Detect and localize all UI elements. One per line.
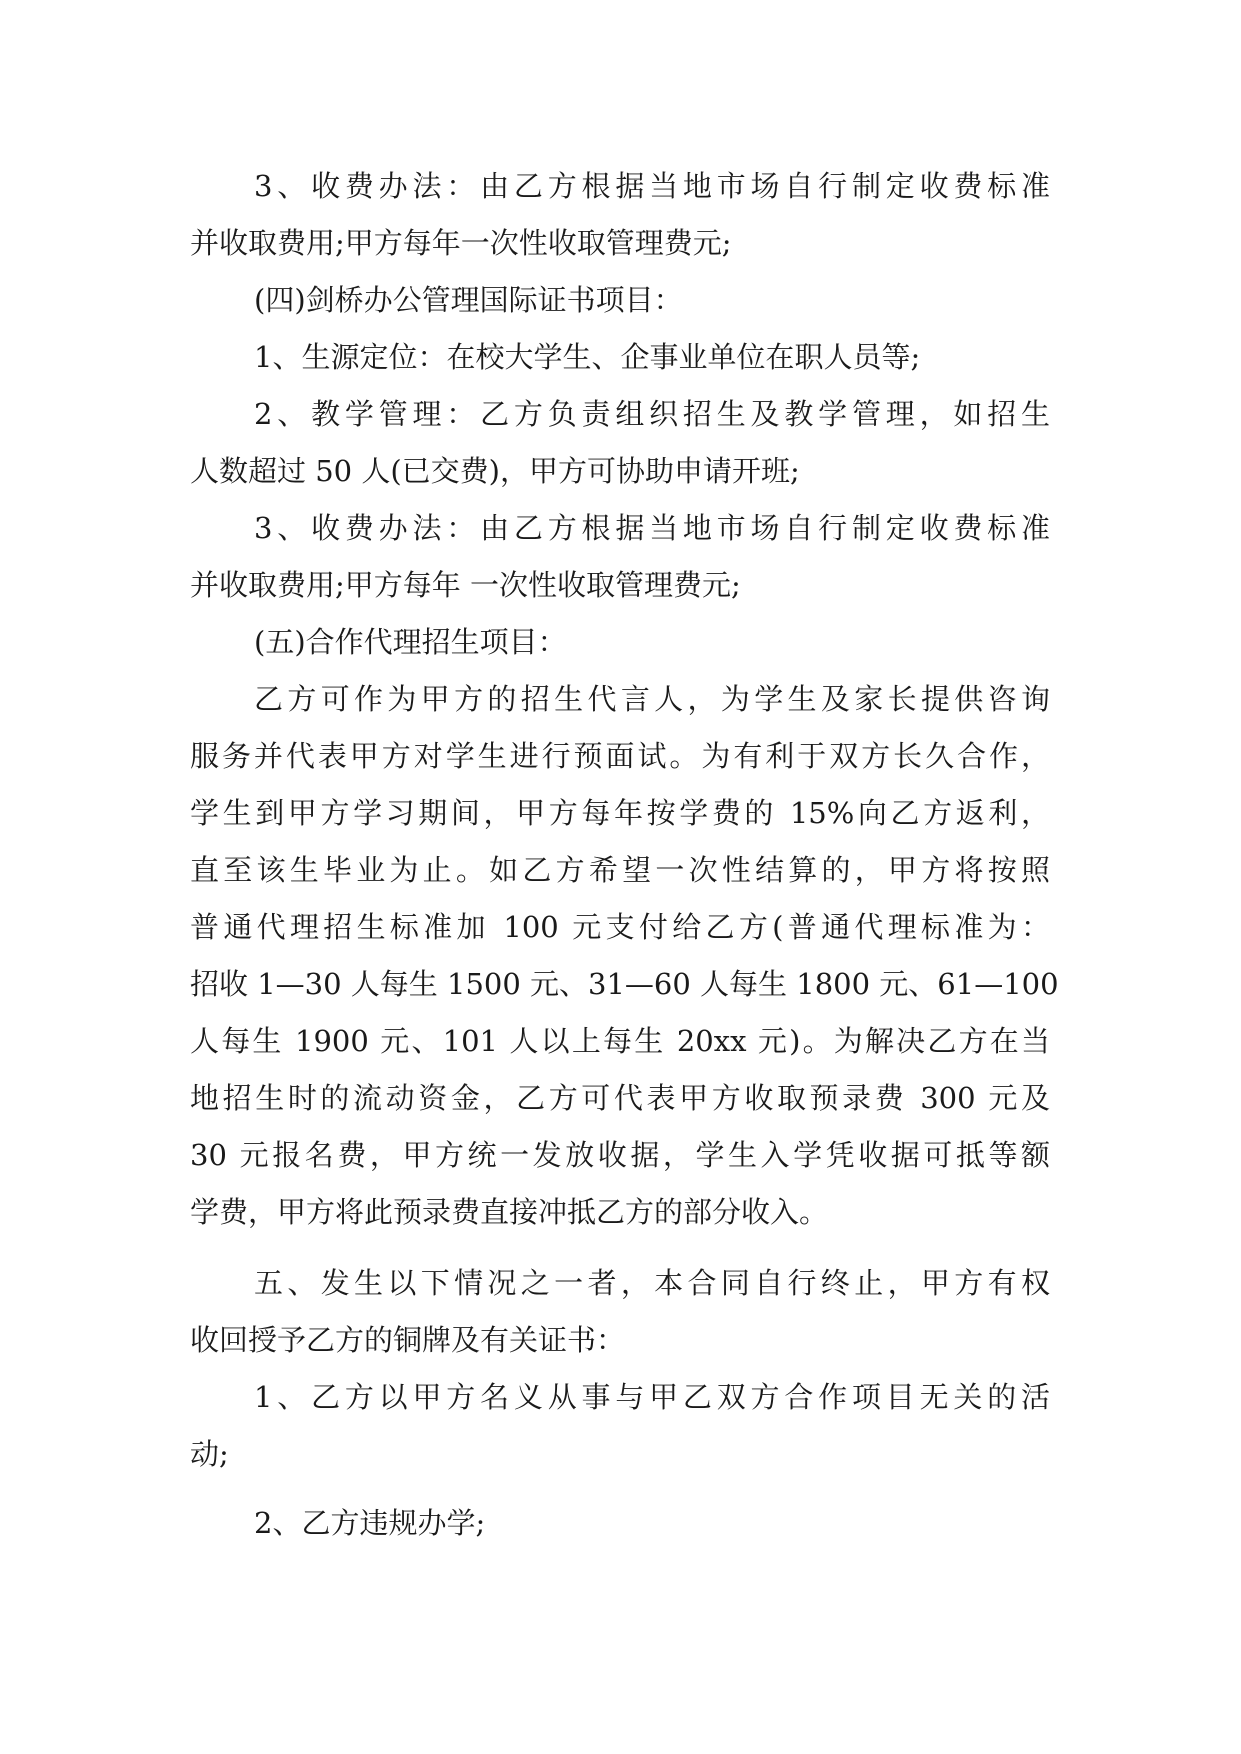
- paragraph-line: 学费，甲方将此预录费直接冲抵乙方的部分收入。: [190, 1195, 829, 1229]
- paragraph-line: 2、教学管理：乙方负责组织招生及教学管理，如招生: [254, 397, 1050, 431]
- paragraph-line: 乙方可作为甲方的招生代言人，为学生及家长提供咨询: [254, 682, 1050, 716]
- paragraph-line: 并收取费用;甲方每年一次性收取管理费元;: [190, 226, 732, 260]
- paragraph-line: 招收 1—30 人每生 1500 元、31—60 人每生 1800 元、61—100: [190, 967, 1059, 1001]
- section-heading: (五)合作代理招生项目：: [254, 625, 567, 659]
- paragraph-line: 学生到甲方学习期间，甲方每年按学费的 15%向乙方返利，: [190, 796, 1050, 830]
- paragraph-line: 1、生源定位：在校大学生、企事业单位在职人员等;: [254, 340, 921, 374]
- paragraph-line: 服务并代表甲方对学生进行预面试。为有利于双方长久合作，: [190, 739, 1050, 773]
- paragraph-line: 人数超过 50 人(已交费)，甲方可协助申请开班;: [190, 454, 800, 488]
- paragraph-line: 3、收费办法：由乙方根据当地市场自行制定收费标准: [254, 511, 1050, 545]
- paragraph-line: 人每生 1900 元、101 人以上每生 20xx 元)。为解决乙方在当: [190, 1024, 1050, 1058]
- paragraph-line: 地招生时的流动资金，乙方可代表甲方收取预录费 300 元及: [190, 1081, 1050, 1115]
- paragraph-line: 1、乙方以甲方名义从事与甲乙双方合作项目无关的活: [254, 1380, 1050, 1414]
- section-heading: (四)剑桥办公管理国际证书项目：: [254, 283, 683, 317]
- paragraph-line: 普通代理招生标准加 100 元支付给乙方(普通代理标准为：: [190, 910, 1050, 944]
- paragraph-line: 30 元报名费，甲方统一发放收据，学生入学凭收据可抵等额: [190, 1138, 1050, 1172]
- paragraph-line: 并收取费用;甲方每年 一次性收取管理费元;: [190, 568, 741, 602]
- paragraph-line: 2、乙方违规办学;: [254, 1506, 486, 1540]
- paragraph-line: 直至该生毕业为止。如乙方希望一次性结算的，甲方将按照: [190, 853, 1050, 887]
- paragraph-line: 收回授予乙方的铜牌及有关证书：: [190, 1323, 626, 1357]
- paragraph-line: 动;: [190, 1437, 229, 1471]
- paragraph-line: 五、发生以下情况之一者，本合同自行终止，甲方有权: [254, 1266, 1050, 1300]
- paragraph-line: 3、收费办法：由乙方根据当地市场自行制定收费标准: [254, 169, 1050, 203]
